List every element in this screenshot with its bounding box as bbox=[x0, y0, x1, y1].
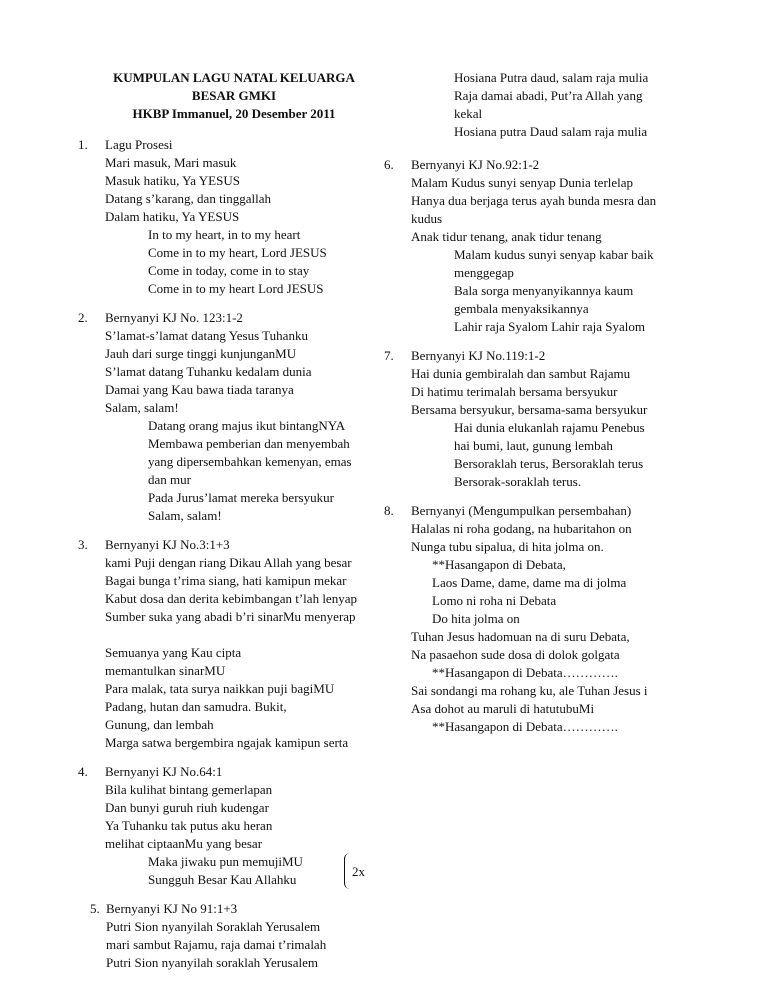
title-line: HKBP Immanuel, 20 Desember 2011 bbox=[132, 106, 336, 121]
lyric-line: Bersorak-soraklah terus. bbox=[454, 474, 582, 489]
song-heading: Bernyanyi KJ No.119:1-2 bbox=[411, 348, 546, 363]
song-number: 7. bbox=[384, 348, 394, 363]
lyric-line: Hosiana putra Daud salam raja mulia bbox=[454, 124, 648, 139]
lyric-line: Raja damai abadi, Put’ra Allah yang bbox=[454, 88, 643, 103]
lyric-line: Di hatimu terimalah bersama bersyukur bbox=[411, 384, 618, 399]
lyric-line: Sumber suka yang abadi b’ri sinarMu menyerap bbox=[105, 609, 356, 624]
lyric-line: Hai dunia elukanlah rajamu Penebus bbox=[454, 420, 645, 435]
lyric-line: gembala menyaksikannya bbox=[454, 301, 589, 316]
lyric-line: S’lamat datang Tuhanku kedalam dunia bbox=[105, 364, 312, 379]
lyric-line: **Hasangapon di Debata, bbox=[432, 557, 566, 572]
lyric-line: Kabut dosa dan derita kebimbangan t’lah lenyap bbox=[105, 591, 357, 606]
lyric-line: Para malak, tata surya naikkan puji bagiMU bbox=[105, 681, 335, 696]
right-song-list bbox=[384, 156, 684, 736]
song-heading: Bernyanyi KJ No 91:1+3 bbox=[106, 901, 238, 916]
lyric-line: Semuanya yang Kau cipta bbox=[105, 645, 242, 660]
lyric-line: **Hasangapon di Debata…………. bbox=[432, 719, 618, 734]
lyric-line: Come in today, come in to stay bbox=[148, 263, 310, 278]
lyric-line: Bersoraklah terus, Bersoraklah terus bbox=[454, 456, 644, 471]
song-number: 6. bbox=[384, 157, 394, 172]
song-item bbox=[78, 536, 390, 752]
song-heading: Lagu Prosesi bbox=[105, 137, 173, 152]
repeat-brace bbox=[344, 853, 351, 889]
song-item bbox=[78, 136, 390, 298]
lyric-line: Bila kulihat bintang gemerlapan bbox=[105, 782, 273, 797]
lyric-line: menggegap bbox=[454, 265, 514, 280]
lyric-line: Membawa pemberian dan menyembah bbox=[148, 436, 350, 451]
lyric-line: Tuhan Jesus hadomuan na di suru Debata, bbox=[411, 629, 630, 644]
lyric-line: melihat ciptaanMu yang besar bbox=[105, 836, 263, 851]
lyric-line: Hanya dua berjaga terus ayah bunda mesra dan bbox=[411, 193, 657, 208]
lyric-line: kami Puji dengan riang Dikau Allah yang besar bbox=[105, 555, 352, 570]
lyric-line: Dalam hatiku, Ya YESUS bbox=[105, 209, 240, 224]
lyric-line: kudus bbox=[411, 211, 443, 226]
lyric-line: Come in to my heart Lord JESUS bbox=[148, 281, 324, 296]
lyric-line: **Hasangapon di Debata…………. bbox=[432, 665, 618, 680]
lyric-line: Na pasaehon sude dosa di dolok golgata bbox=[411, 647, 620, 662]
lyric-line: Laos Dame, dame, dame ma di jolma bbox=[432, 575, 627, 590]
refrain-block bbox=[105, 853, 390, 889]
lyric-line: Nunga tubu sipalua, di hita jolma on. bbox=[411, 539, 604, 554]
refrain-line: Sungguh Besar Kau Allahku bbox=[148, 872, 297, 887]
lyric-line: Jauh dari surge tinggi kunjunganMU bbox=[105, 346, 297, 361]
song-number: 1. bbox=[78, 137, 88, 152]
lyric-line: Putri Sion nyanyilah soraklah Yerusalem bbox=[106, 955, 318, 970]
song-number: 8. bbox=[384, 503, 394, 518]
title-line: BESAR GMKI bbox=[191, 88, 277, 103]
lyric-line: Putri Sion nyanyilah Soraklah Yerusalem bbox=[106, 919, 321, 934]
lyric-line: hai bumi, laut, gunung lembah bbox=[454, 438, 613, 453]
title-line: KUMPULAN LAGU NATAL KELUARGA bbox=[113, 70, 355, 85]
document-title bbox=[78, 69, 390, 123]
lyric-line: Damai yang Kau bawa tiada taranya bbox=[105, 382, 294, 397]
song-number: 5. bbox=[90, 901, 100, 916]
lyric-line: kekal bbox=[454, 106, 483, 121]
song-item bbox=[78, 309, 390, 525]
lyric-line: Asa dohot au maruli di hatutubuMi bbox=[411, 701, 595, 716]
lyric-line: S’lamat-s’lamat datang Yesus Tuhanku bbox=[105, 328, 308, 343]
lyric-line: Anak tidur tenang, anak tidur tenang bbox=[411, 229, 602, 244]
lyric-line: Padang, hutan dan samudra. Bukit, bbox=[105, 699, 287, 714]
song-number: 2. bbox=[78, 310, 88, 325]
lyric-line: Datang s’karang, dan tinggallah bbox=[105, 191, 272, 206]
lyric-line: Bagai bunga t’rima siang, hati kamipun mekar bbox=[105, 573, 347, 588]
lyric-line: Lomo ni roha ni Debata bbox=[432, 593, 557, 608]
lyric-line bbox=[105, 626, 390, 644]
song-item bbox=[384, 347, 684, 491]
lyric-line: dan mur bbox=[148, 472, 191, 487]
song-item bbox=[78, 763, 390, 889]
song-heading: Bernyanyi KJ No.92:1-2 bbox=[411, 157, 540, 172]
lyric-line: Bala sorga menyanyikannya kaum bbox=[454, 283, 634, 298]
song-heading: Bernyanyi KJ No. 123:1-2 bbox=[105, 310, 243, 325]
song-heading: Bernyanyi KJ No.64:1 bbox=[105, 764, 223, 779]
lyric-line: Hai dunia gembiralah dan sambut Rajamu bbox=[411, 366, 631, 381]
lyric-line: Pada Jurus’lamat mereka bersyukur bbox=[148, 490, 334, 505]
lyric-line: Masuk hatiku, Ya YESUS bbox=[105, 173, 240, 188]
lyric-line: Do hita jolma on bbox=[432, 611, 520, 626]
song-item bbox=[384, 502, 684, 736]
lyric-line: Malam kudus sunyi senyap kabar baik bbox=[454, 247, 654, 262]
lyric-line: yang dipersembahkan kemenyan, emas bbox=[148, 454, 352, 469]
song-item bbox=[78, 900, 390, 972]
left-column bbox=[78, 69, 390, 983]
left-song-list bbox=[78, 136, 390, 972]
lyric-line: mari sambut Rajamu, raja damai t’rimalah bbox=[106, 937, 327, 952]
lyric-line: Mari masuk, Mari masuk bbox=[105, 155, 237, 170]
lyric-line: Ya Tuhanku tak putus aku heran bbox=[105, 818, 273, 833]
lyric-line: Sai sondangi ma rohang ku, ale Tuhan Jesus i bbox=[411, 683, 648, 698]
lyric-line: Come in to my heart, Lord JESUS bbox=[148, 245, 327, 260]
lyric-line: Halalas ni roha godang, na hubaritahon on bbox=[411, 521, 632, 536]
lyric-line: Lahir raja Syalom Lahir raja Syalom bbox=[454, 319, 645, 334]
lyric-line: Hosiana Putra daud, salam raja mulia bbox=[454, 70, 649, 85]
lyric-line: Marga satwa bergembira ngajak kamipun serta bbox=[105, 735, 349, 750]
lyric-line: Gunung, dan lembah bbox=[105, 717, 214, 732]
right-column bbox=[384, 69, 684, 747]
lyric-line: Salam, salam! bbox=[148, 508, 222, 523]
lyric-line: Dan bunyi guruh riuh kudengar bbox=[105, 800, 269, 815]
song-heading: Bernyanyi (Mengumpulkan persembahan) bbox=[411, 503, 632, 518]
song-5-continuation bbox=[384, 69, 684, 141]
lyric-line: In to my heart, in to my heart bbox=[148, 227, 301, 242]
lyric-line: Datang orang majus ikut bintangNYA bbox=[148, 418, 346, 433]
song-heading: Bernyanyi KJ No.3:1+3 bbox=[105, 537, 230, 552]
lyric-line: Malam Kudus sunyi senyap Dunia terlelap bbox=[411, 175, 634, 190]
lyric-line: Salam, salam! bbox=[105, 400, 179, 415]
song-number: 4. bbox=[78, 764, 88, 779]
song-number: 3. bbox=[78, 537, 88, 552]
refrain-line: Maka jiwaku pun memujiMU bbox=[148, 854, 303, 869]
lyric-line: Bersama bersyukur, bersama-sama bersyukur bbox=[411, 402, 648, 417]
song-item bbox=[384, 156, 684, 336]
repeat-count: 2x bbox=[352, 864, 365, 879]
lyric-line: memantulkan sinarMU bbox=[105, 663, 226, 678]
